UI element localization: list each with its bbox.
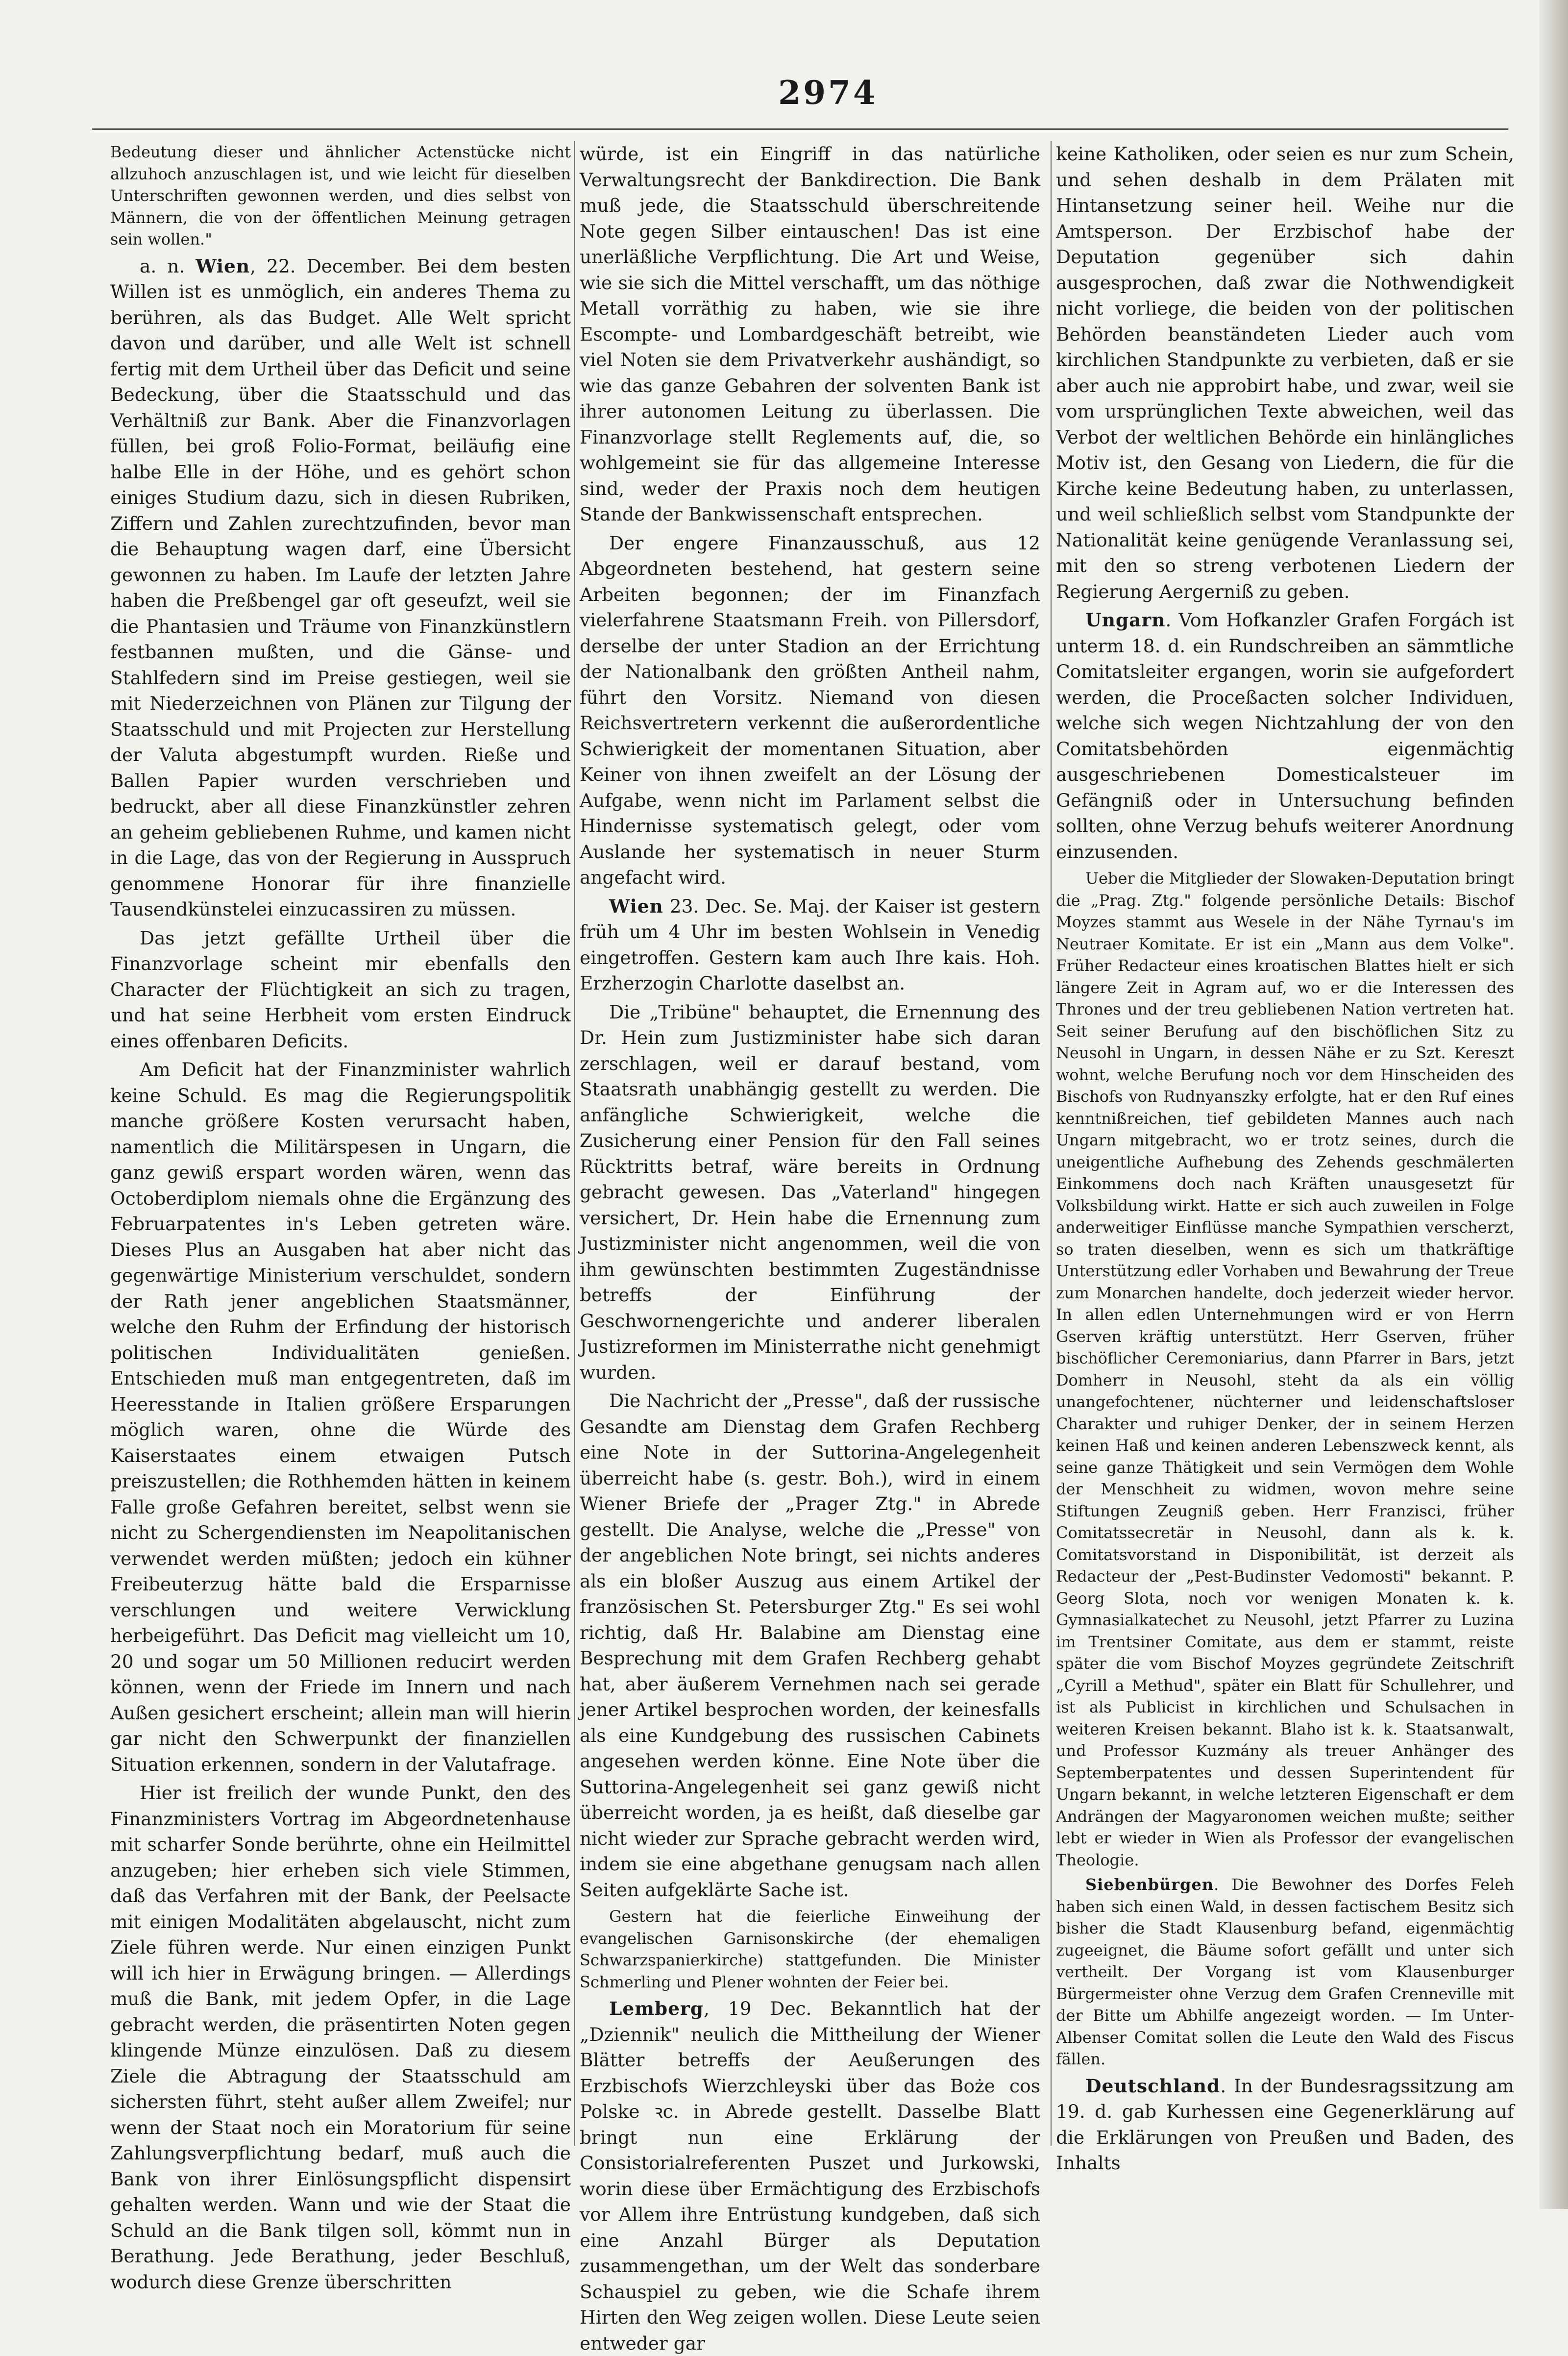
dateline-place: Ungarn [1085,609,1166,631]
article-paragraph [1056,607,1514,865]
dateline-place: Wien [609,895,663,917]
dateline-place: Siebenbürgen [1085,1875,1214,1894]
article-paragraph: Das jetzt gefällte Urtheil über die Finanzvorlage scheint mir ebenfalls den Character der Flüchtigkeit an sich zu tragen, und hat seine Herbheit vom ersten Eindruck eines offenbaren Deficits. [110,927,571,1052]
article-paragraph: Gestern hat die feierliche Einweihung der evangelischen Garnisonskirche (der ehemaligen Schwarzspanierkirche) stattgefunden. Die Minister Schmerling und Plener wohnten der Feier bei. [580,1907,1040,1991]
page-edge-shadow [1540,0,1568,2209]
article-text: , 19 Dec. Bekanntlich hat der „Dziennik" neulich die Mittheilung der Wiener Blätter betreffs der Aeußerungen des Erzbischofs Wierzchleyski über das Boże cos Polske ꝛc. in Abrede gestellt. Dasselbe Blatt bringt nun eine Erklärung der Consistorialreferenten Puszet und Jurkowski, worin diese über Ermächtigung des Erzbischofs vor Allem ihre Entrüstung kundgeben, daß sich eine Anzahl Bürger als Deputation zusammengethan, um der Welt das sonderbare Schauspiel zu geben, wie die Schafe ihrem Hirten den Weg zeigen wollen. Diese Leute seien entweder gar [580,1998,1040,2354]
article-paragraph: Am Deficit hat der Finanzminister wahrlich keine Schuld. Es mag die Regierungspolitik manche größere Kosten verursacht haben, namentlich die Militärspesen in Ungarn, die ganz gewiß erspart worden wären, wenn das Octoberdiplom niemals ohne die Ergänzung des Februarpatentes in's Leben getreten wäre. Dieses Plus an Ausgaben hat aber nicht das gegenwärtige Ministerium verschuldet, sondern der Rath jener angeblichen Staatsmänner, welche den Ruhm der Erfindung der historisch politischen Individualitäten genießen. Entschieden muß man entgegentreten, daß im Heeresstande in Italien größere Ersparungen möglich waren, ohne die Würde des Kaiserstaates einem etwaigen Putsch preiszustellen; die Rothhemden hätten in keinem Falle große Gefahren bereitet, selbst wenn sie nicht zu Schergendiensten im Neapolitanischen verwendet werden müßten; jedoch ein kühner Freibeuterzug hätte bald die Ersparnisse verschlungen und weitere Verwicklung herbeigeführt. Das Deficit mag vielleicht um 10, 20 und sogar um 50 Millionen reducirt werden können, wenn der Friede im Innern und nach Außen gesichert erscheint; allein man will hierin gar nicht den Schwerpunkt der finanziellen Situation erkennen, sondern in der Valutafrage. [110,1059,571,1775]
column-2 [580,141,1040,2354]
article-paragraph: Bedeutung dieser und ähnlicher Actenstücke nicht allzuhoch anzuschlagen ist, und wie leicht für dieselben Unterschriften gewonnen werden, und dies selbst von Männern, die von der öffentlichen Meinung getragen sein wollen." [110,143,571,248]
column-divider [574,141,575,2146]
article-paragraph [1056,2073,1514,2176]
article-text: . Vom Hofkanzler Grafen Forgách ist unterm 18. d. ein Rundschreiben an sämmtliche Comitatsleiter ergangen, worin sie aufgefordert werden, die Proceßacten solcher Individuen, welche sich wegen Nichtzahlung der von den Comitatsbehörden eigenmächtig ausgeschriebenen Domesticalsteuer im Gefängniß oder in Untersuchung befinden sollten, ohne Verzug behufs weiterer Anordnung einzusenden. [1056,609,1514,863]
column-1 [110,141,571,2293]
page-number: 2974 [778,74,878,112]
article-text: . In der Bundesragssitzung am 19. d. gab Kurhessen eine Gegenerklärung auf die Erklärungen von Preußen und Baden, des Inhalts [1056,2075,1514,2174]
article-paragraph: Die Nachricht der „Presse", daß der russische Gesandte am Dienstag dem Grafen Rechberg eine Note in der Suttorina-Angelegenheit überreicht habe (s. gestr. Boh.), wird in einem Wiener Briefe der „Prager Ztg." in Abrede gestellt. Die Analyse, welche die „Presse" von der angeblichen Note bringt, sei nichts anderes als ein bloßer Auszug aus einem Artikel der französischen St. Petersburger Ztg." Es sei wohl richtig, daß Hr. Balabine am Dienstag eine Besprechung mit dem Grafen Rechberg gehabt hat, aber äußerem Vernehmen nach sei gerade jener Artikel besprochen worden, der keinesfalls als eine Kundgebung des russischen Cabinets angesehen werden könne. Eine Note über die Suttorina-Angelegenheit sei ganz gewiß nicht überreicht worden, ja es heißt, daß dieselbe gar nicht wieder zur Sprache gebracht werden wird, indem sie eine abgethane genugsam nach allen Seiten aufgeklärte Sache ist. [580,1390,1040,1901]
article-paragraph [580,893,1040,996]
article-paragraph [110,253,571,922]
article-paragraph [1056,1874,1514,2070]
header-rule [92,128,1508,130]
article-paragraph: Die „Tribüne" behauptet, die Ernennung des Dr. Hein zum Justizminister habe sich daran zerschlagen, weil er darauf bestand, vom Staatsrath unabhängig gestellt zu werden. Die anfängliche Schwierigkeit, welche die Zusicherung einer Pension für den Fall seines Rücktritts betraf, wäre bereits in Ordnung gebracht gewesen. Das „Vaterland" hingegen versichert, Dr. Hein habe die Ernennung zum Justizminister nicht angenommen, weil die von ihm gewünschten bestimmten Zugeständnisse betreffs der Einführung der Geschwornengerichte und anderer liberalen Justizreformen im Ministerrathe nicht genehmigt wurden. [580,1001,1040,1383]
article-paragraph: würde, ist ein Eingriff in das natürliche Verwaltungsrecht der Bankdirection. Die Bank muß jede, die Staatsschuld überschreitende Note gegen Silber eintauschen! Das ist eine unerläßliche Verpflichtung. Die Art und Weise, wie sie sich die Mittel verschafft, um das nöthige Metall vorräthig zu haben, wie sie ihre Escompte- und Lombardgeschäft betreibt, wie viel Noten sie dem Privatverkehr aushändigt, so wie das ganze Gebahren der solventen Bank ist ihrer autonomen Leitung zu überlassen. Die Finanzvorlage stellt Reglements auf, die, so wohlgemeint sie für das allgemeine Interesse sind, weder der Praxis noch dem heutigen Stande der Bankwissenschaft entsprechen. [580,143,1040,525]
article-prefix: a. n. [140,255,185,277]
dateline-place: Deutschland [1085,2075,1221,2097]
article-paragraph: Ueber die Mitglieder der Slowaken-Deputation bringt die „Prag. Ztg." folgende persönliche Details: Bischof Moyzes stammt aus Wesele in der Nähe Tyrnau's im Neutraer Komitate. Er ist ein „Mann aus dem Volke". Früher Redacteur eines kroatischen Blattes hielt er sich längere Zeit in Agram auf, wo er die Interessen des Thrones und der treu gebliebenen Nation vertreten hat. Seit seiner Berufung auf den bischöflichen Sitz zu Neusohl in Ungarn, in dessen Nähe er zu Szt. Kereszt wohnt, welche Berufung noch vor dem Hinscheiden des Bischofs von Rudnyanszky erfolgte, hat er den Ruf eines kenntnißreichen, tief gebildeten Mannes auch nach Ungarn mitgebracht, wo er trotz seines, durch die uneigentliche Aufhebung des Zehends geschmälerten Einkommens doch nach Kräften unausgesetzt für Volksbildung wirkt. Hatte er sich auch zuweilen in Folge anderweitiger Einflüsse manche Sympathien verscherzt, so traten dieselben, wenn es sich um thatkräftige Unterstützung edler Vorhaben und Bewahrung der Treue zum Monarchen handelte, doch jederzeit wieder hervor. In allen edlen Unternehmungen wird er von Herrn Gserven kräftig unterstützt. Herr Gserven, früher bischöflicher Ceremoniarius, dann Pfarrer in Bars, jetzt Domherr in Neusohl, steht da als ein völlig unangefochtener, nüchterner und leidenschaftsloser Charakter und ruhiger Denker, der in seinem Herzen keinen Haß und keinen anderen Lebenszweck kennt, als seine ganze Thätigkeit und sein Vermögen dem Wohle der Menschheit zu widmen, wovon mehre seine Stiftungen Zeugniß geben. Herr Franzisci, früher Comitatssecretär in Neusohl, dann als k. k. Comitatsvorstand in Disponibilität, ist derzeit als Redacteur der „Pest-Budinster Vedomosti" bekannt. P. Georg Slota, noch vor wenigen Monaten k. k. Gymnasialkatechet zu Neusohl, jetzt Pfarrer zu Luzina im Trentsiner Comitate, aus dem er stammt, reiste später die vom Bischof Moyzes gegründete Zeitschrift „Cyrill a Methud", später ein Blatt für Schullehrer, und ist als Publicist in kirchlichen und Schulsachen in weiteren Kreisen bekannt. Blaho ist k. k. Staatsanwalt, und Professor Kuzmány als treuer Anhänger des Septemberpatentes und dessen Superintendent für Ungarn bekannt, in welche letzteren Eigenschaft er dem Andrängen der Magyaronomen weichen mußte; seither lebt er wieder in Wien als Professor der evangelischen Theologie. [1056,869,1514,1869]
column-divider [1051,141,1052,2146]
article-text: , 22. December. Bei dem besten Willen ist es unmöglich, ein anderes Thema zu berühren, als das Budget. Alle Welt spricht davon und darüber, und alle Welt ist schnell fertig mit dem Urtheil über das Deficit und seine Bedeckung, über die Staatsschuld und das Verhältniß zur Bank. Aber die Finanzvorlagen füllen, bei groß Folio-Format, beiläufig eine halbe Elle in der Höhe, und es gehört schon einiges Studium dazu, sich in diesen Rubriken, Ziffern und Zahlen zurechtzufinden, bevor man die Behauptung wagen darf, eine Übersicht gewonnen zu haben. Im Laufe der letzten Jahre haben die Preßbengel gar oft geseufzt, weil sie die Phantasien und Träume von Finanzkünstlern festbannen mußten, und die Gänse- und Stahlfedern sind im Preise gestiegen, weil sie mit Niederzeichnen von Plänen zur Tilgung der Staatsschuld und mit Projecten zur Herstellung der Valuta abgestumpft wurden. Rieße und Ballen Papier wurden verschrieben und bedruckt, aber all diese Finanzkünstler zehren an geheim gebliebenen Ruhme, und kamen nicht in die Lage, das von der Regierung in Ausspruch genommene Honorar für ihre finanzielle Tausendkünstelei einzucassiren zu müssen. [110,255,571,920]
article-text: . Die Bewohner des Dorfes Feleh haben sich einen Wald, in dessen factischem Besitz sich bisher die Stadt Klausenburg befand, eigenmächtig zugeeignet, die Bäume sofort gefällt und unter sich vertheilt. Der Vorgang ist vom Klausenburger Bürgermeister ohne Verzug dem Grafen Crenneville mit der Bitte um Abhilfe angezeigt worden. — Im Unter-Albenser Comitat sollen die Leute den Wald des Fiscus fällen. [1056,1875,1514,2068]
article-paragraph: Der engere Finanzausschuß, aus 12 Abgeordneten bestehend, hat gestern seine Arbeiten begonnen; der im Finanzfach vielerfahrene Staatsmann Freih. von Pillersdorf, derselbe der unter Stadion an der Errichtung der Nationalbank den größten Antheil nahm, führt den Vorsitz. Niemand von diesen Reichsvertretern verkennt die außerordentliche Schwierigkeit der momentanen Situation, aber Keiner von ihnen zweifelt an der Lösung der Aufgabe, wenn nicht im Parlament selbst die Hindernisse systematisch gelegt, oder vom Auslande her systematisch in neuer Sturm angefacht wird. [580,532,1040,888]
article-paragraph: keine Katholiken, oder seien es nur zum Schein, und sehen deshalb in dem Prälaten mit Hintansetzung seiner heil. Weihe nur die Amtsperson. Der Erzbischof habe der Deputation gegenüber sich dahin ausgesprochen, daß zwar die Nothwendigkeit nicht vorliege, die beiden von der politischen Behörden beanständeten Lieder auch vom kirchlichen Standpunkte zu verbieten, daß er sie aber auch nie approbirt habe, und zwar, weil sie vom ursprünglichen Texte abweichen, weil das Verbot der weltlichen Behörde ein hinlängliches Motiv ist, den Gesang von Liedern, die für die Kirche keine Bedeutung haben, zu unterlassen, und weil schließlich selbst vom Standpunkte der Nationalität keine genügende Veranlassung sei, mit den so streng verbotenen Liedern der Regierung Aergerniß zu geben. [1056,143,1514,602]
column-3 [1056,141,1514,2174]
article-paragraph: Hier ist freilich der wunde Punkt, den des Finanzministers Vortrag im Abgeordnetenhause mit scharfer Sonde berührte, ohne ein Heilmittel anzugeben; hier erheben sich viele Stimmen, daß das Verfahren mit der Bank, der Peelsacte mit einigen Modalitäten abgelauscht, nicht zum Ziele führen werde. Nur einen einzigen Punkt will ich hier in Erwägung bringen. — Allerdings muß die Bank, mit jedem Opfer, in die Lage gebracht werden, die präsentirten Noten gegen klingende Münze einzulösen. Daß zu diesem Ziele die Abtragung der Staatsschuld am sichersten führt, steht außer allem Zweifel; nur wenn der Staat noch ein Moratorium für seine Zahlungsverpflichtung bedarf, muß auch die Bank von ihrer Einlösungspflicht dispensirt gehalten werden. Wann und wie der Staat die Schuld an die Bank tilgen soll, kömmt nun in Berathung. Jede Berathung, jeder Beschluß, wodurch diese Grenze überschritten [110,1782,571,2293]
dateline-place: Lemberg [609,1998,704,2019]
article-paragraph [580,1996,1040,2356]
article-text: 23. Dec. Se. Maj. der Kaiser ist gestern früh um 4 Uhr im besten Wohlsein in Venedig eingetroffen. Gestern kam auch Ihre kais. Hoh. Erzherzogin Charlotte daselbst an. [580,895,1040,994]
dateline-place: Wien [196,255,250,277]
